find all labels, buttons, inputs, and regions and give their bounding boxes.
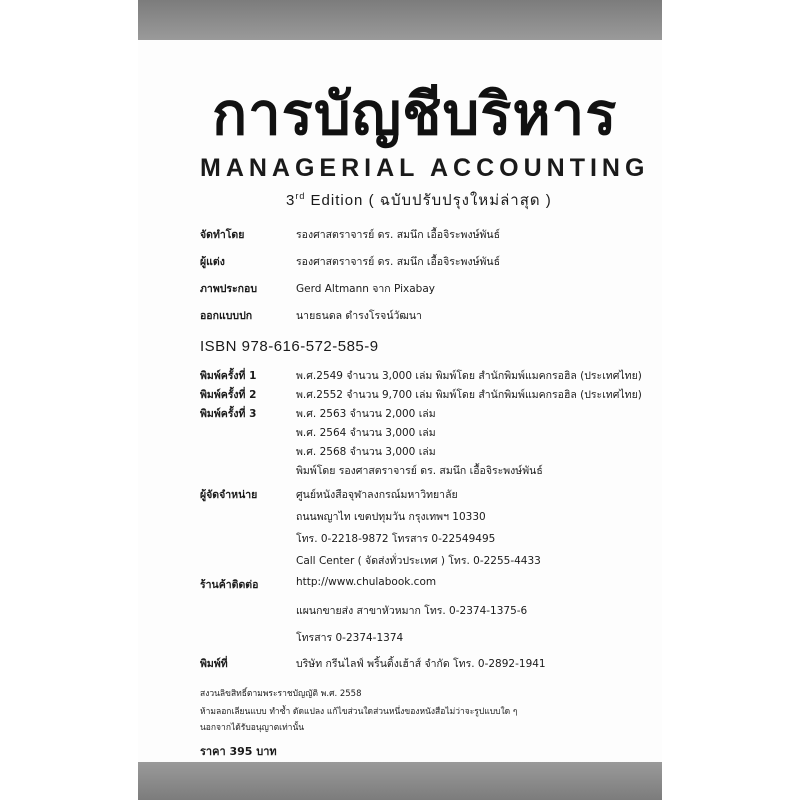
printing-label-1: พิมพ์ครั้งที่ 1 xyxy=(200,370,257,382)
printing-line: พิมพ์โดย รองศาสตราจารย์ ดร. สมนึก เอื้อจิระพงษ์พันธ์ xyxy=(296,465,543,477)
contact-website-link[interactable]: http://www.chulabook.com xyxy=(296,576,437,588)
credit-value-illustration: Gerd Altmann จาก Pixabay xyxy=(296,283,435,295)
printing-line: พ.ศ. 2563 จำนวน 2,000 เล่ม xyxy=(296,408,436,420)
edition-line xyxy=(286,188,552,212)
copyright-line: ห้ามลอกเลียนแบบ ทำซ้ำ ดัดแปลง แก้ไขส่วนใดส่วนหนึ่งของหนังสือไม่ว่าจะรูปแบบใด ๆ xyxy=(200,707,518,717)
distributor-line: Call Center ( จัดส่งทั่วประเทศ ) โทร. 0-2255-4433 xyxy=(296,555,541,567)
contact-line: โทรสาร 0-2374-1374 xyxy=(296,632,404,644)
isbn: ISBN 978-616-572-585-9 xyxy=(200,338,379,355)
contact-line: แผนกขายส่ง สาขาหัวหมาก โทร. 0-2374-1375-6 xyxy=(296,605,528,617)
edition-suffix: rd xyxy=(295,191,306,201)
printing-line: พ.ศ. 2568 จำนวน 3,000 เล่ม xyxy=(296,446,436,458)
contact-label: ร้านค้าติดต่อ xyxy=(200,579,259,591)
credit-label-cover-design: ออกแบบปก xyxy=(200,310,253,322)
credit-value-author: รองศาสตราจารย์ ดร. สมนึก เอื้อจิระพงษ์พันธ์ xyxy=(296,256,501,268)
distributor-label: ผู้จัดจำหน่าย xyxy=(200,489,258,501)
printing-line: พ.ศ.2549 จำนวน 3,000 เล่ม พิมพ์โดย สำนักพิมพ์แมคกรอฮิล (ประเทศไทย) xyxy=(296,370,642,382)
scan-top-band xyxy=(138,0,662,40)
price: ราคา 395 บาท xyxy=(200,745,277,758)
credit-label-author: ผู้แต่ง xyxy=(200,256,225,268)
distributor-line: ถนนพญาไท เขตปทุมวัน กรุงเทพฯ 10330 xyxy=(296,511,486,523)
credit-value-cover-design: นายธนดล ดำรงโรจน์วัฒนา xyxy=(296,310,422,322)
book-title-english: MANAGERIAL ACCOUNTING xyxy=(200,154,650,182)
printing-label-3: พิมพ์ครั้งที่ 3 xyxy=(200,408,257,420)
credit-value-producer: รองศาสตราจารย์ ดร. สมนึก เอื้อจิระพงษ์พันธ์ xyxy=(296,229,501,241)
credit-label-producer: จัดทำโดย xyxy=(200,229,245,241)
printer-value: บริษัท กรีนไลฟ์ พริ้นติ้งเฮ้าส์ จำกัด โทร. 0-2892-1941 xyxy=(296,658,546,670)
credit-label-illustration: ภาพประกอบ xyxy=(200,283,258,295)
copyright-line: นอกจากได้รับอนุญาตเท่านั้น xyxy=(200,723,305,733)
edition-text: Edition ( ฉบับปรับปรุงใหม่ล่าสุด ) xyxy=(310,192,552,209)
edition-number: 3 xyxy=(286,192,296,209)
distributor-line: ศูนย์หนังสือจุฬาลงกรณ์มหาวิทยาลัย xyxy=(296,489,458,501)
distributor-line: โทร. 0-2218-9872 โทรสาร 0-22549495 xyxy=(296,533,496,545)
printing-label-2: พิมพ์ครั้งที่ 2 xyxy=(200,389,257,401)
book-title-thai: การบัญชีบริหาร xyxy=(212,80,618,148)
copyright-line: สงวนลิขสิทธิ์ตามพระราชบัญญัติ พ.ศ. 2558 xyxy=(200,689,362,699)
printing-line: พ.ศ. 2564 จำนวน 3,000 เล่ม xyxy=(296,427,436,439)
printing-line: พ.ศ.2552 จำนวน 9,700 เล่ม พิมพ์โดย สำนักพิมพ์แมคกรอฮิล (ประเทศไทย) xyxy=(296,389,642,401)
scan-bottom-band xyxy=(138,762,662,800)
printer-label: พิมพ์ที่ xyxy=(200,658,228,670)
